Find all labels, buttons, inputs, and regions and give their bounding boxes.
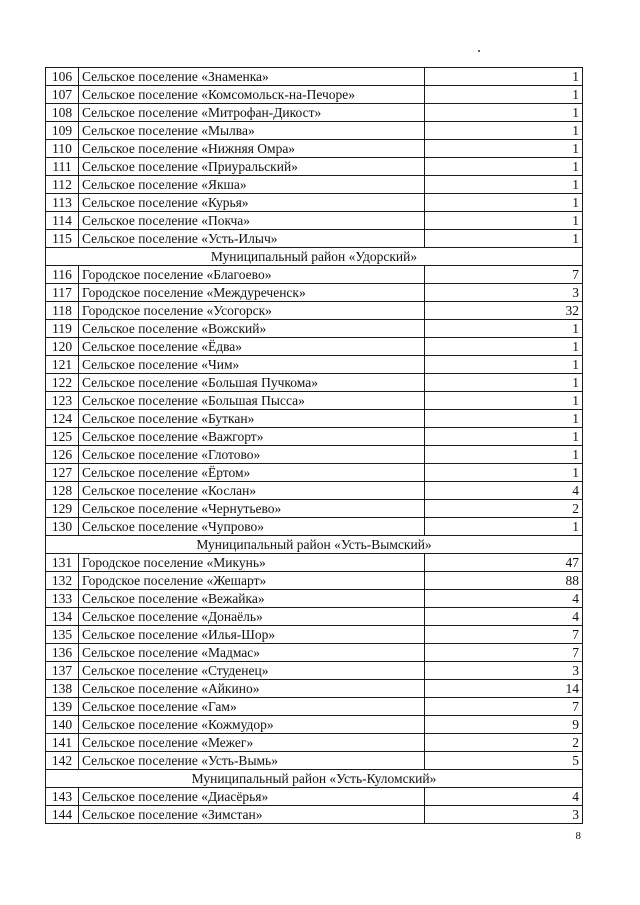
row-number: 124: [46, 410, 79, 428]
row-value: 3: [425, 662, 583, 680]
row-value: 1: [425, 464, 583, 482]
table-row: [46, 356, 583, 374]
row-value: 1: [425, 86, 583, 104]
table-row: [46, 140, 583, 158]
row-number: 114: [46, 212, 79, 230]
row-number: 135: [46, 626, 79, 644]
table-row: [46, 698, 583, 716]
settlement-name: Сельское поселение «Зимстан»: [79, 806, 425, 824]
table-row: [46, 590, 583, 608]
row-number: 112: [46, 176, 79, 194]
row-value: 1: [425, 230, 583, 248]
row-value: 1: [425, 104, 583, 122]
table-row: [46, 608, 583, 626]
row-value: 9: [425, 716, 583, 734]
settlements-table-body: [46, 68, 583, 824]
settlement-name: Городское поселение «Усогорск»: [79, 302, 425, 320]
row-number: 144: [46, 806, 79, 824]
row-value: 4: [425, 590, 583, 608]
settlement-name: Сельское поселение «Вежайка»: [79, 590, 425, 608]
settlement-name: Сельское поселение «Покча»: [79, 212, 425, 230]
settlement-name: Сельское поселение «Гам»: [79, 698, 425, 716]
section-title: Муниципальный район «Удорский»: [46, 248, 583, 266]
table-row: [46, 176, 583, 194]
row-value: 88: [425, 572, 583, 590]
table-row: [46, 734, 583, 752]
row-number: 133: [46, 590, 79, 608]
row-number: 140: [46, 716, 79, 734]
table-row: [46, 644, 583, 662]
row-value: 4: [425, 482, 583, 500]
settlement-name: Сельское поселение «Знаменка»: [79, 68, 425, 86]
row-value: 2: [425, 500, 583, 518]
row-value: 1: [425, 410, 583, 428]
row-value: 1: [425, 158, 583, 176]
row-number: 107: [46, 86, 79, 104]
row-number: 130: [46, 518, 79, 536]
table-row: [46, 86, 583, 104]
settlement-name: Сельское поселение «Комсомольск-на-Печоре»: [79, 86, 425, 104]
settlement-name: Сельское поселение «Айкино»: [79, 680, 425, 698]
table-row: [46, 410, 583, 428]
table-row: [46, 158, 583, 176]
table-row: [46, 806, 583, 824]
table-row: [46, 482, 583, 500]
row-value: 1: [425, 518, 583, 536]
row-value: 1: [425, 212, 583, 230]
settlement-name: Сельское поселение «Чернутьево»: [79, 500, 425, 518]
settlement-name: Сельское поселение «Кослан»: [79, 482, 425, 500]
table-row: [46, 68, 583, 86]
row-number: 142: [46, 752, 79, 770]
table-row: [46, 518, 583, 536]
row-number: 121: [46, 356, 79, 374]
settlements-table: [45, 67, 583, 824]
row-value: 4: [425, 788, 583, 806]
row-value: 32: [425, 302, 583, 320]
row-number: 143: [46, 788, 79, 806]
row-number: 126: [46, 446, 79, 464]
settlement-name: Сельское поселение «Митрофан-Дикост»: [79, 104, 425, 122]
settlement-name: Сельское поселение «Буткан»: [79, 410, 425, 428]
row-value: 1: [425, 446, 583, 464]
table-row: [46, 500, 583, 518]
row-value: 4: [425, 608, 583, 626]
settlement-name: Сельское поселение «Усть-Вымь»: [79, 752, 425, 770]
settlement-name: Сельское поселение «Донаёль»: [79, 608, 425, 626]
table-row: [46, 428, 583, 446]
row-number: 123: [46, 392, 79, 410]
settlement-name: Городское поселение «Междуреченск»: [79, 284, 425, 302]
row-number: 127: [46, 464, 79, 482]
settlement-name: Сельское поселение «Мылва»: [79, 122, 425, 140]
row-number: 117: [46, 284, 79, 302]
settlement-name: Сельское поселение «Илья-Шор»: [79, 626, 425, 644]
table-row: [46, 194, 583, 212]
row-number: 132: [46, 572, 79, 590]
row-value: 7: [425, 698, 583, 716]
settlement-name: Городское поселение «Жешарт»: [79, 572, 425, 590]
table-row: [46, 626, 583, 644]
row-number: 108: [46, 104, 79, 122]
settlement-name: Городское поселение «Благоево»: [79, 266, 425, 284]
table-row: [46, 104, 583, 122]
row-value: 14: [425, 680, 583, 698]
row-number: 116: [46, 266, 79, 284]
section-title: Муниципальный район «Усть-Куломский»: [46, 770, 583, 788]
table-row: [46, 212, 583, 230]
row-number: 109: [46, 122, 79, 140]
settlement-name: Сельское поселение «Ёдва»: [79, 338, 425, 356]
row-value: 7: [425, 644, 583, 662]
scan-speck: [478, 50, 480, 52]
row-number: 106: [46, 68, 79, 86]
row-number: 129: [46, 500, 79, 518]
settlement-name: Сельское поселение «Чупрово»: [79, 518, 425, 536]
row-value: 7: [425, 626, 583, 644]
section-header-row: [46, 536, 583, 554]
settlement-name: Сельское поселение «Глотово»: [79, 446, 425, 464]
row-value: 5: [425, 752, 583, 770]
section-header-row: [46, 248, 583, 266]
row-value: 3: [425, 284, 583, 302]
row-value: 1: [425, 176, 583, 194]
settlement-name: Сельское поселение «Мадмас»: [79, 644, 425, 662]
table-row: [46, 284, 583, 302]
settlement-name: Сельское поселение «Усть-Илыч»: [79, 230, 425, 248]
page-number: 8: [575, 830, 581, 842]
table-row: [46, 302, 583, 320]
row-number: 118: [46, 302, 79, 320]
row-value: 3: [425, 806, 583, 824]
section-title: Муниципальный район «Усть-Вымский»: [46, 536, 583, 554]
row-value: 1: [425, 374, 583, 392]
row-number: 134: [46, 608, 79, 626]
table-row: [46, 392, 583, 410]
row-value: 1: [425, 356, 583, 374]
row-value: 1: [425, 122, 583, 140]
settlement-name: Сельское поселение «Нижняя Омра»: [79, 140, 425, 158]
settlement-name: Сельское поселение «Приуральский»: [79, 158, 425, 176]
table-row: [46, 446, 583, 464]
row-number: 115: [46, 230, 79, 248]
row-value: 1: [425, 392, 583, 410]
row-number: 119: [46, 320, 79, 338]
row-number: 113: [46, 194, 79, 212]
table-row: [46, 338, 583, 356]
row-number: 120: [46, 338, 79, 356]
table-row: [46, 572, 583, 590]
settlement-name: Сельское поселение «Вожский»: [79, 320, 425, 338]
row-value: 1: [425, 338, 583, 356]
row-number: 139: [46, 698, 79, 716]
row-value: 1: [425, 68, 583, 86]
table-row: [46, 320, 583, 338]
table-row: [46, 464, 583, 482]
table-row: [46, 662, 583, 680]
settlement-name: Сельское поселение «Кожмудор»: [79, 716, 425, 734]
row-number: 125: [46, 428, 79, 446]
settlement-name: Сельское поселение «Ёртом»: [79, 464, 425, 482]
settlement-name: Сельское поселение «Диасёрья»: [79, 788, 425, 806]
settlement-name: Сельское поселение «Важгорт»: [79, 428, 425, 446]
row-number: 122: [46, 374, 79, 392]
row-value: 1: [425, 320, 583, 338]
table-row: [46, 122, 583, 140]
table-row: [46, 680, 583, 698]
settlement-name: Сельское поселение «Чим»: [79, 356, 425, 374]
settlement-name: Сельское поселение «Студенец»: [79, 662, 425, 680]
table-row: [46, 788, 583, 806]
settlement-name: Городское поселение «Микунь»: [79, 554, 425, 572]
row-number: 131: [46, 554, 79, 572]
table-row: [46, 716, 583, 734]
row-number: 137: [46, 662, 79, 680]
table-row: [46, 374, 583, 392]
table-row: [46, 554, 583, 572]
table-row: [46, 266, 583, 284]
row-number: 111: [46, 158, 79, 176]
table-row: [46, 752, 583, 770]
table-row: [46, 230, 583, 248]
settlement-name: Сельское поселение «Большая Пысса»: [79, 392, 425, 410]
settlement-name: Сельское поселение «Якша»: [79, 176, 425, 194]
row-value: 1: [425, 140, 583, 158]
row-number: 138: [46, 680, 79, 698]
section-header-row: [46, 770, 583, 788]
settlement-name: Сельское поселение «Межег»: [79, 734, 425, 752]
row-value: 1: [425, 428, 583, 446]
row-number: 110: [46, 140, 79, 158]
row-number: 141: [46, 734, 79, 752]
settlement-name: Сельское поселение «Большая Пучкома»: [79, 374, 425, 392]
row-number: 128: [46, 482, 79, 500]
row-value: 2: [425, 734, 583, 752]
settlement-name: Сельское поселение «Курья»: [79, 194, 425, 212]
row-number: 136: [46, 644, 79, 662]
row-value: 7: [425, 266, 583, 284]
row-value: 47: [425, 554, 583, 572]
row-value: 1: [425, 194, 583, 212]
